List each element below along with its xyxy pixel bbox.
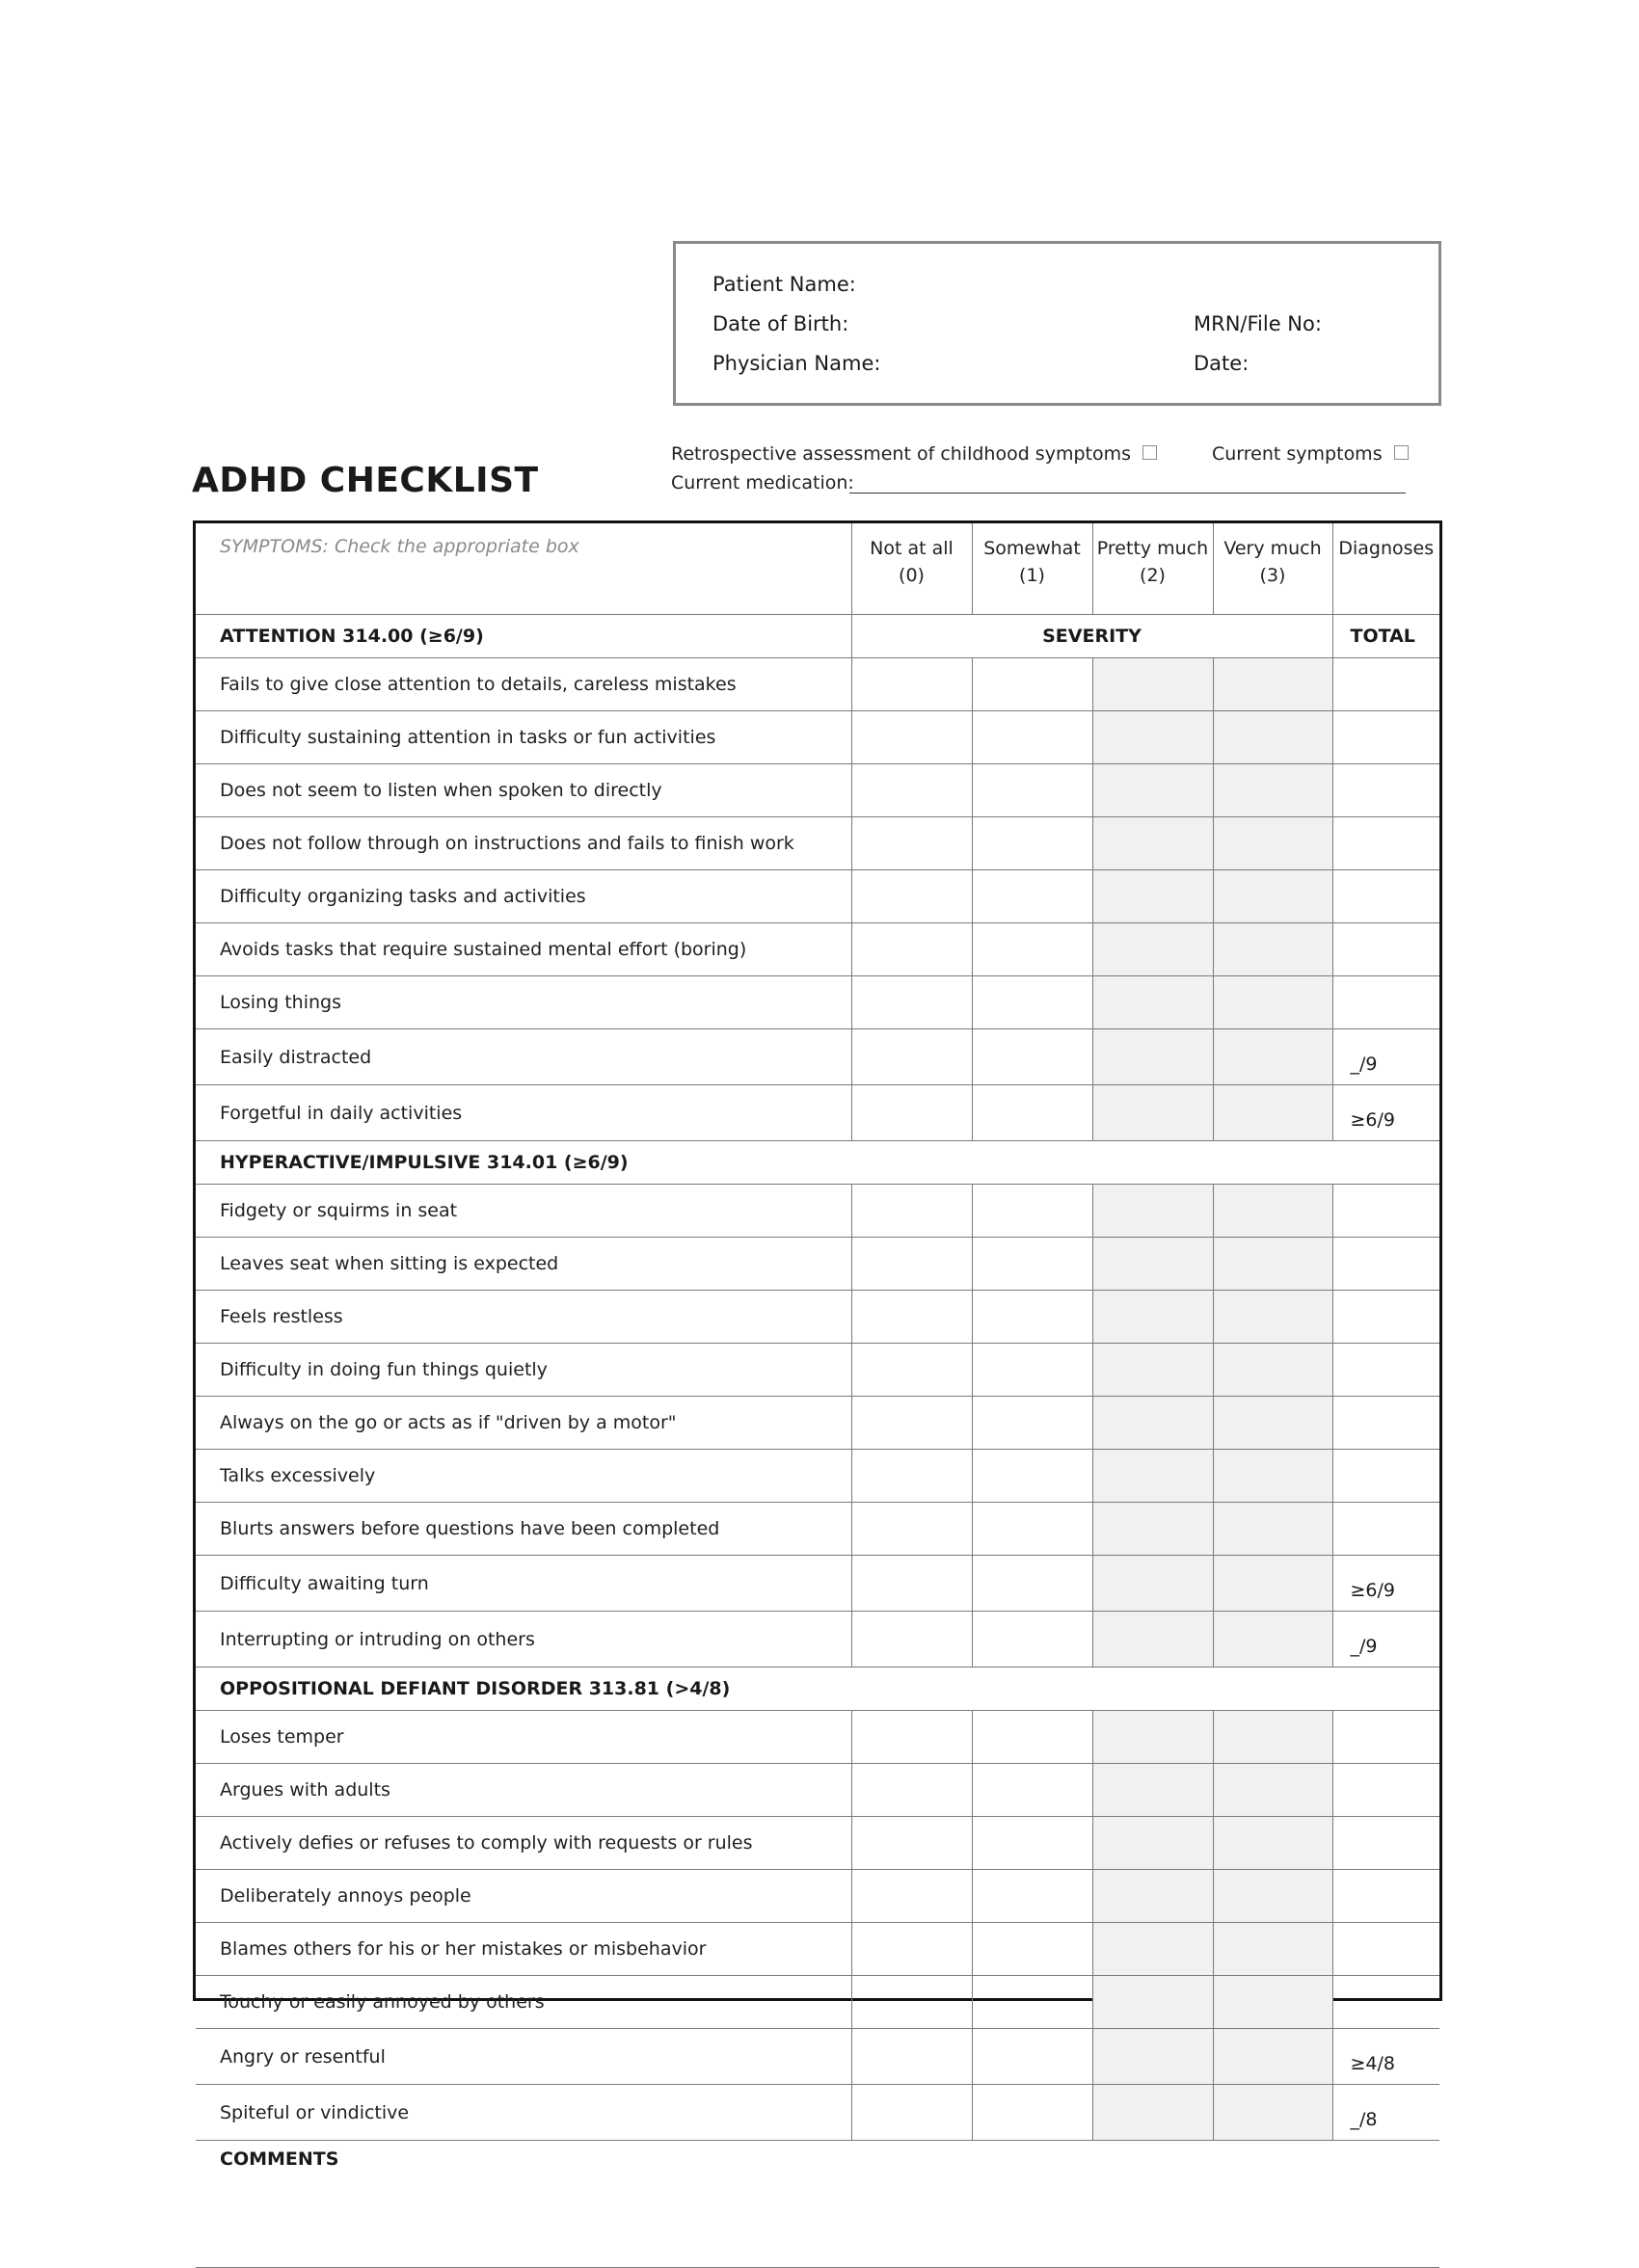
symptom-row [196,711,1439,764]
severity-cell-not-at-all[interactable] [851,1612,972,1668]
severity-cell-pretty-much[interactable] [1092,1029,1213,1085]
date-of-birth-label: Date of Birth: [712,312,849,335]
severity-cell-very-much[interactable] [1213,1870,1332,1923]
severity-cell-pretty-much[interactable] [1092,817,1213,870]
symptom-label: Loses temper [196,1711,851,1764]
symptoms-header: SYMPTOMS: Check the appropriate box [196,523,851,615]
severity-cell-pretty-much[interactable] [1092,1503,1213,1556]
severity-cell-pretty-much[interactable] [1092,1556,1213,1612]
total-header: TOTAL [1332,615,1439,658]
diagnoses-cell [1332,658,1439,711]
severity-cell-somewhat[interactable] [972,1870,1092,1923]
severity-cell-pretty-much[interactable] [1092,1238,1213,1291]
severity-cell-very-much[interactable] [1213,817,1332,870]
diagnoses-cell [1332,923,1439,976]
symptom-row [196,1291,1439,1344]
symptom-label: Deliberately annoys people [196,1870,851,1923]
severity-cell-somewhat[interactable] [972,1612,1092,1668]
retrospective-option[interactable] [671,443,1157,465]
symptom-label: Talks excessively [196,1450,851,1503]
symptom-row [196,1450,1439,1503]
severity-cell-somewhat[interactable] [972,1923,1092,1976]
diagnoses-cell: ≥4/8 [1332,2029,1439,2085]
severity-cell-not-at-all[interactable] [851,1291,972,1344]
symptom-row [196,658,1439,711]
severity-cell-somewhat[interactable] [972,976,1092,1029]
symptom-label: Blames others for his or her mistakes or misbehavior [196,1923,851,1976]
severity-cell-not-at-all[interactable] [851,1764,972,1817]
symptom-label: Difficulty organizing tasks and activities [196,870,851,923]
current-symptoms-option[interactable] [1212,443,1409,465]
diagnoses-cell [1332,817,1439,870]
severity-cell-somewhat[interactable] [972,1817,1092,1870]
severity-cell-very-much[interactable] [1213,870,1332,923]
diagnoses-cell [1332,1185,1439,1238]
symptom-label: Argues with adults [196,1764,851,1817]
symptom-label: Touchy or easily annoyed by others [196,1976,851,2029]
severity-cell-pretty-much[interactable] [1092,1450,1213,1503]
severity-cell-somewhat[interactable] [972,1344,1092,1397]
form-title: ADHD CHECKLIST [192,461,539,500]
symptom-row [196,1085,1439,1141]
diagnoses-cell [1332,1397,1439,1450]
severity-cell-very-much[interactable] [1213,1344,1332,1397]
section-title: OPPOSITIONAL DEFIANT DISORDER 313.81 (>4/8) [196,1668,1439,1711]
diagnoses-cell: _/8 [1332,2085,1439,2141]
severity-cell-pretty-much[interactable] [1092,976,1213,1029]
severity-cell-somewhat[interactable] [972,1085,1092,1141]
severity-cell-very-much[interactable] [1213,1397,1332,1450]
diagnoses-cell [1332,711,1439,764]
severity-cell-somewhat[interactable] [972,1291,1092,1344]
severity-cell-not-at-all[interactable] [851,923,972,976]
severity-cell-not-at-all[interactable] [851,658,972,711]
severity-cell-pretty-much[interactable] [1092,1711,1213,1764]
symptom-row [196,870,1439,923]
section-header-row [196,1141,1439,1185]
patient-info-box [673,241,1441,406]
patient-name-label: Patient Name: [712,273,856,296]
diagnoses-cell [1332,870,1439,923]
severity-cell-not-at-all[interactable] [851,764,972,817]
severity-cell-very-much[interactable] [1213,1503,1332,1556]
section-title: HYPERACTIVE/IMPULSIVE 314.01 (≥6/9) [196,1141,1439,1185]
severity-cell-pretty-much[interactable] [1092,1185,1213,1238]
severity-cell-not-at-all[interactable] [851,870,972,923]
severity-cell-somewhat[interactable] [972,658,1092,711]
severity-cell-very-much[interactable] [1213,1291,1332,1344]
severity-cell-pretty-much[interactable] [1092,2085,1213,2141]
symptom-label: Actively defies or refuses to comply with requests or rules [196,1817,851,1870]
severity-cell-pretty-much[interactable] [1092,1817,1213,1870]
severity-cell-not-at-all[interactable] [851,1556,972,1612]
retrospective-checkbox[interactable] [1142,445,1157,460]
severity-cell-somewhat[interactable] [972,1238,1092,1291]
header-row [196,523,1439,615]
date-label: Date: [1194,352,1249,375]
severity-cell-not-at-all[interactable] [851,817,972,870]
severity-cell-pretty-much[interactable] [1092,1291,1213,1344]
severity-cell-not-at-all[interactable] [851,1450,972,1503]
diagnoses-cell [1332,1764,1439,1817]
symptom-row [196,1764,1439,1817]
symptom-row [196,1185,1439,1238]
diagnoses-cell [1332,1291,1439,1344]
symptom-row [196,2029,1439,2085]
symptom-label: Difficulty sustaining attention in tasks or fun activities [196,711,851,764]
diagnoses-cell [1332,1450,1439,1503]
diagnoses-cell [1332,976,1439,1029]
section-header-row [196,615,1439,658]
symptom-row [196,976,1439,1029]
severity-cell-very-much[interactable] [1213,1238,1332,1291]
severity-cell-very-much[interactable] [1213,1450,1332,1503]
severity-cell-not-at-all[interactable] [851,1711,972,1764]
diagnoses-cell [1332,1503,1439,1556]
symptom-row [196,1344,1439,1397]
symptom-row [196,1817,1439,1870]
severity-cell-very-much[interactable] [1213,1029,1332,1085]
symptom-row [196,1556,1439,1612]
severity-cell-somewhat[interactable] [972,1503,1092,1556]
col-not-at-all: Not at all (0) [851,523,972,615]
severity-cell-pretty-much[interactable] [1092,1612,1213,1668]
retrospective-label: Retrospective assessment of childhood symptoms [671,443,1132,465]
symptom-label: Spiteful or vindictive [196,2085,851,2141]
diagnoses-cell [1332,1976,1439,2029]
symptom-label: Avoids tasks that require sustained mental effort (boring) [196,923,851,976]
diagnoses-cell: _/9 [1332,1029,1439,1085]
severity-cell-pretty-much[interactable] [1092,658,1213,711]
severity-cell-very-much[interactable] [1213,764,1332,817]
symptom-label: Fails to give close attention to details, careless mistakes [196,658,851,711]
current-medication-label: Current medication: [671,472,854,494]
severity-cell-not-at-all[interactable] [851,1085,972,1141]
current-symptoms-label: Current symptoms [1212,443,1383,465]
symptom-label: Losing things [196,976,851,1029]
severity-cell-not-at-all[interactable] [851,1817,972,1870]
severity-cell-not-at-all[interactable] [851,976,972,1029]
symptom-row [196,1503,1439,1556]
severity-cell-not-at-all[interactable] [851,1397,972,1450]
severity-cell-pretty-much[interactable] [1092,1344,1213,1397]
col-diagnoses: Diagnoses [1332,523,1439,615]
severity-cell-pretty-much[interactable] [1092,2029,1213,2085]
symptom-label: Forgetful in daily activities [196,1085,851,1141]
diagnoses-cell [1332,1870,1439,1923]
severity-cell-somewhat[interactable] [972,1397,1092,1450]
severity-cell-very-much[interactable] [1213,2085,1332,2141]
severity-cell-somewhat[interactable] [972,2029,1092,2085]
severity-cell-pretty-much[interactable] [1092,1870,1213,1923]
diagnoses-cell: ≥6/9 [1332,1085,1439,1141]
comments-field[interactable]: COMMENTS [196,2141,1439,2268]
severity-cell-very-much[interactable] [1213,1976,1332,2029]
symptom-label: Difficulty in doing fun things quietly [196,1344,851,1397]
severity-cell-very-much[interactable] [1213,1923,1332,1976]
col-pretty-much: Pretty much (2) [1092,523,1213,615]
severity-cell-very-much[interactable] [1213,2029,1332,2085]
severity-cell-not-at-all[interactable] [851,1238,972,1291]
diagnoses-cell: ≥6/9 [1332,1556,1439,1612]
severity-cell-somewhat[interactable] [972,764,1092,817]
symptom-label: Feels restless [196,1291,851,1344]
symptom-row [196,1612,1439,1668]
symptom-row [196,764,1439,817]
severity-cell-very-much[interactable] [1213,1764,1332,1817]
severity-cell-not-at-all[interactable] [851,1029,972,1085]
severity-cell-somewhat[interactable] [972,1711,1092,1764]
symptom-label: Interrupting or intruding on others [196,1612,851,1668]
severity-cell-very-much[interactable] [1213,976,1332,1029]
symptom-row [196,1870,1439,1923]
symptom-row [196,923,1439,976]
severity-cell-pretty-much[interactable] [1092,1764,1213,1817]
symptom-label: Difficulty awaiting turn [196,1556,851,1612]
severity-cell-not-at-all[interactable] [851,1976,972,2029]
diagnoses-cell [1332,764,1439,817]
physician-name-label: Physician Name: [712,352,881,375]
symptom-label: Leaves seat when sitting is expected [196,1238,851,1291]
severity-cell-somewhat[interactable] [972,870,1092,923]
diagnoses-cell: _/9 [1332,1612,1439,1668]
diagnoses-cell [1332,1711,1439,1764]
symptom-row [196,817,1439,870]
severity-cell-pretty-much[interactable] [1092,1397,1213,1450]
section-title: ATTENTION 314.00 (≥6/9) [196,615,851,658]
symptom-label: Fidgety or squirms in seat [196,1185,851,1238]
symptom-row [196,1238,1439,1291]
comments-row [196,2141,1439,2268]
severity-cell-very-much[interactable] [1213,1185,1332,1238]
section-header-row [196,1668,1439,1711]
diagnoses-cell [1332,1817,1439,1870]
severity-cell-somewhat[interactable] [972,923,1092,976]
col-somewhat: Somewhat (1) [972,523,1092,615]
severity-cell-pretty-much[interactable] [1092,923,1213,976]
severity-cell-somewhat[interactable] [972,1764,1092,1817]
severity-cell-very-much[interactable] [1213,711,1332,764]
symptom-row [196,2085,1439,2141]
severity-cell-not-at-all[interactable] [851,2029,972,2085]
severity-cell-very-much[interactable] [1213,658,1332,711]
symptom-row [196,1397,1439,1450]
severity-header: SEVERITY [851,615,1332,658]
severity-cell-very-much[interactable] [1213,1817,1332,1870]
severity-cell-pretty-much[interactable] [1092,1976,1213,2029]
severity-cell-pretty-much[interactable] [1092,870,1213,923]
severity-cell-very-much[interactable] [1213,1711,1332,1764]
severity-cell-not-at-all[interactable] [851,1185,972,1238]
symptom-label: Easily distracted [196,1029,851,1085]
symptom-label: Does not follow through on instructions and fails to finish work [196,817,851,870]
severity-cell-pretty-much[interactable] [1092,711,1213,764]
severity-cell-somewhat[interactable] [972,817,1092,870]
mrn-label: MRN/File No: [1194,312,1322,335]
severity-cell-pretty-much[interactable] [1092,764,1213,817]
severity-cell-somewhat[interactable] [972,1450,1092,1503]
symptom-row [196,1923,1439,1976]
severity-cell-not-at-all[interactable] [851,1503,972,1556]
symptom-label: Always on the go or acts as if "driven by a motor" [196,1397,851,1450]
severity-cell-very-much[interactable] [1213,1556,1332,1612]
current-medication-field[interactable] [849,493,1406,494]
severity-cell-not-at-all[interactable] [851,1870,972,1923]
severity-cell-pretty-much[interactable] [1092,1085,1213,1141]
severity-cell-somewhat[interactable] [972,711,1092,764]
severity-cell-not-at-all[interactable] [851,1344,972,1397]
severity-cell-not-at-all[interactable] [851,2085,972,2141]
symptom-row [196,1976,1439,2029]
severity-cell-somewhat[interactable] [972,1556,1092,1612]
col-very-much: Very much (3) [1213,523,1332,615]
severity-cell-somewhat[interactable] [972,1029,1092,1085]
severity-cell-pretty-much[interactable] [1092,1923,1213,1976]
symptom-row [196,1029,1439,1085]
diagnoses-cell [1332,1923,1439,1976]
adhd-checklist-table [193,520,1442,2170]
severity-cell-very-much[interactable] [1213,923,1332,976]
symptom-label: Does not seem to listen when spoken to directly [196,764,851,817]
severity-cell-very-much[interactable] [1213,1612,1332,1668]
severity-cell-somewhat[interactable] [972,2085,1092,2141]
severity-cell-somewhat[interactable] [972,1185,1092,1238]
current-symptoms-checkbox[interactable] [1394,445,1409,460]
severity-cell-not-at-all[interactable] [851,1923,972,1976]
severity-cell-very-much[interactable] [1213,1085,1332,1141]
severity-cell-somewhat[interactable] [972,1976,1092,2029]
diagnoses-cell [1332,1238,1439,1291]
symptom-row [196,1711,1439,1764]
diagnoses-cell [1332,1344,1439,1397]
symptom-label: Angry or resentful [196,2029,851,2085]
symptom-label: Blurts answers before questions have been completed [196,1503,851,1556]
severity-cell-not-at-all[interactable] [851,711,972,764]
